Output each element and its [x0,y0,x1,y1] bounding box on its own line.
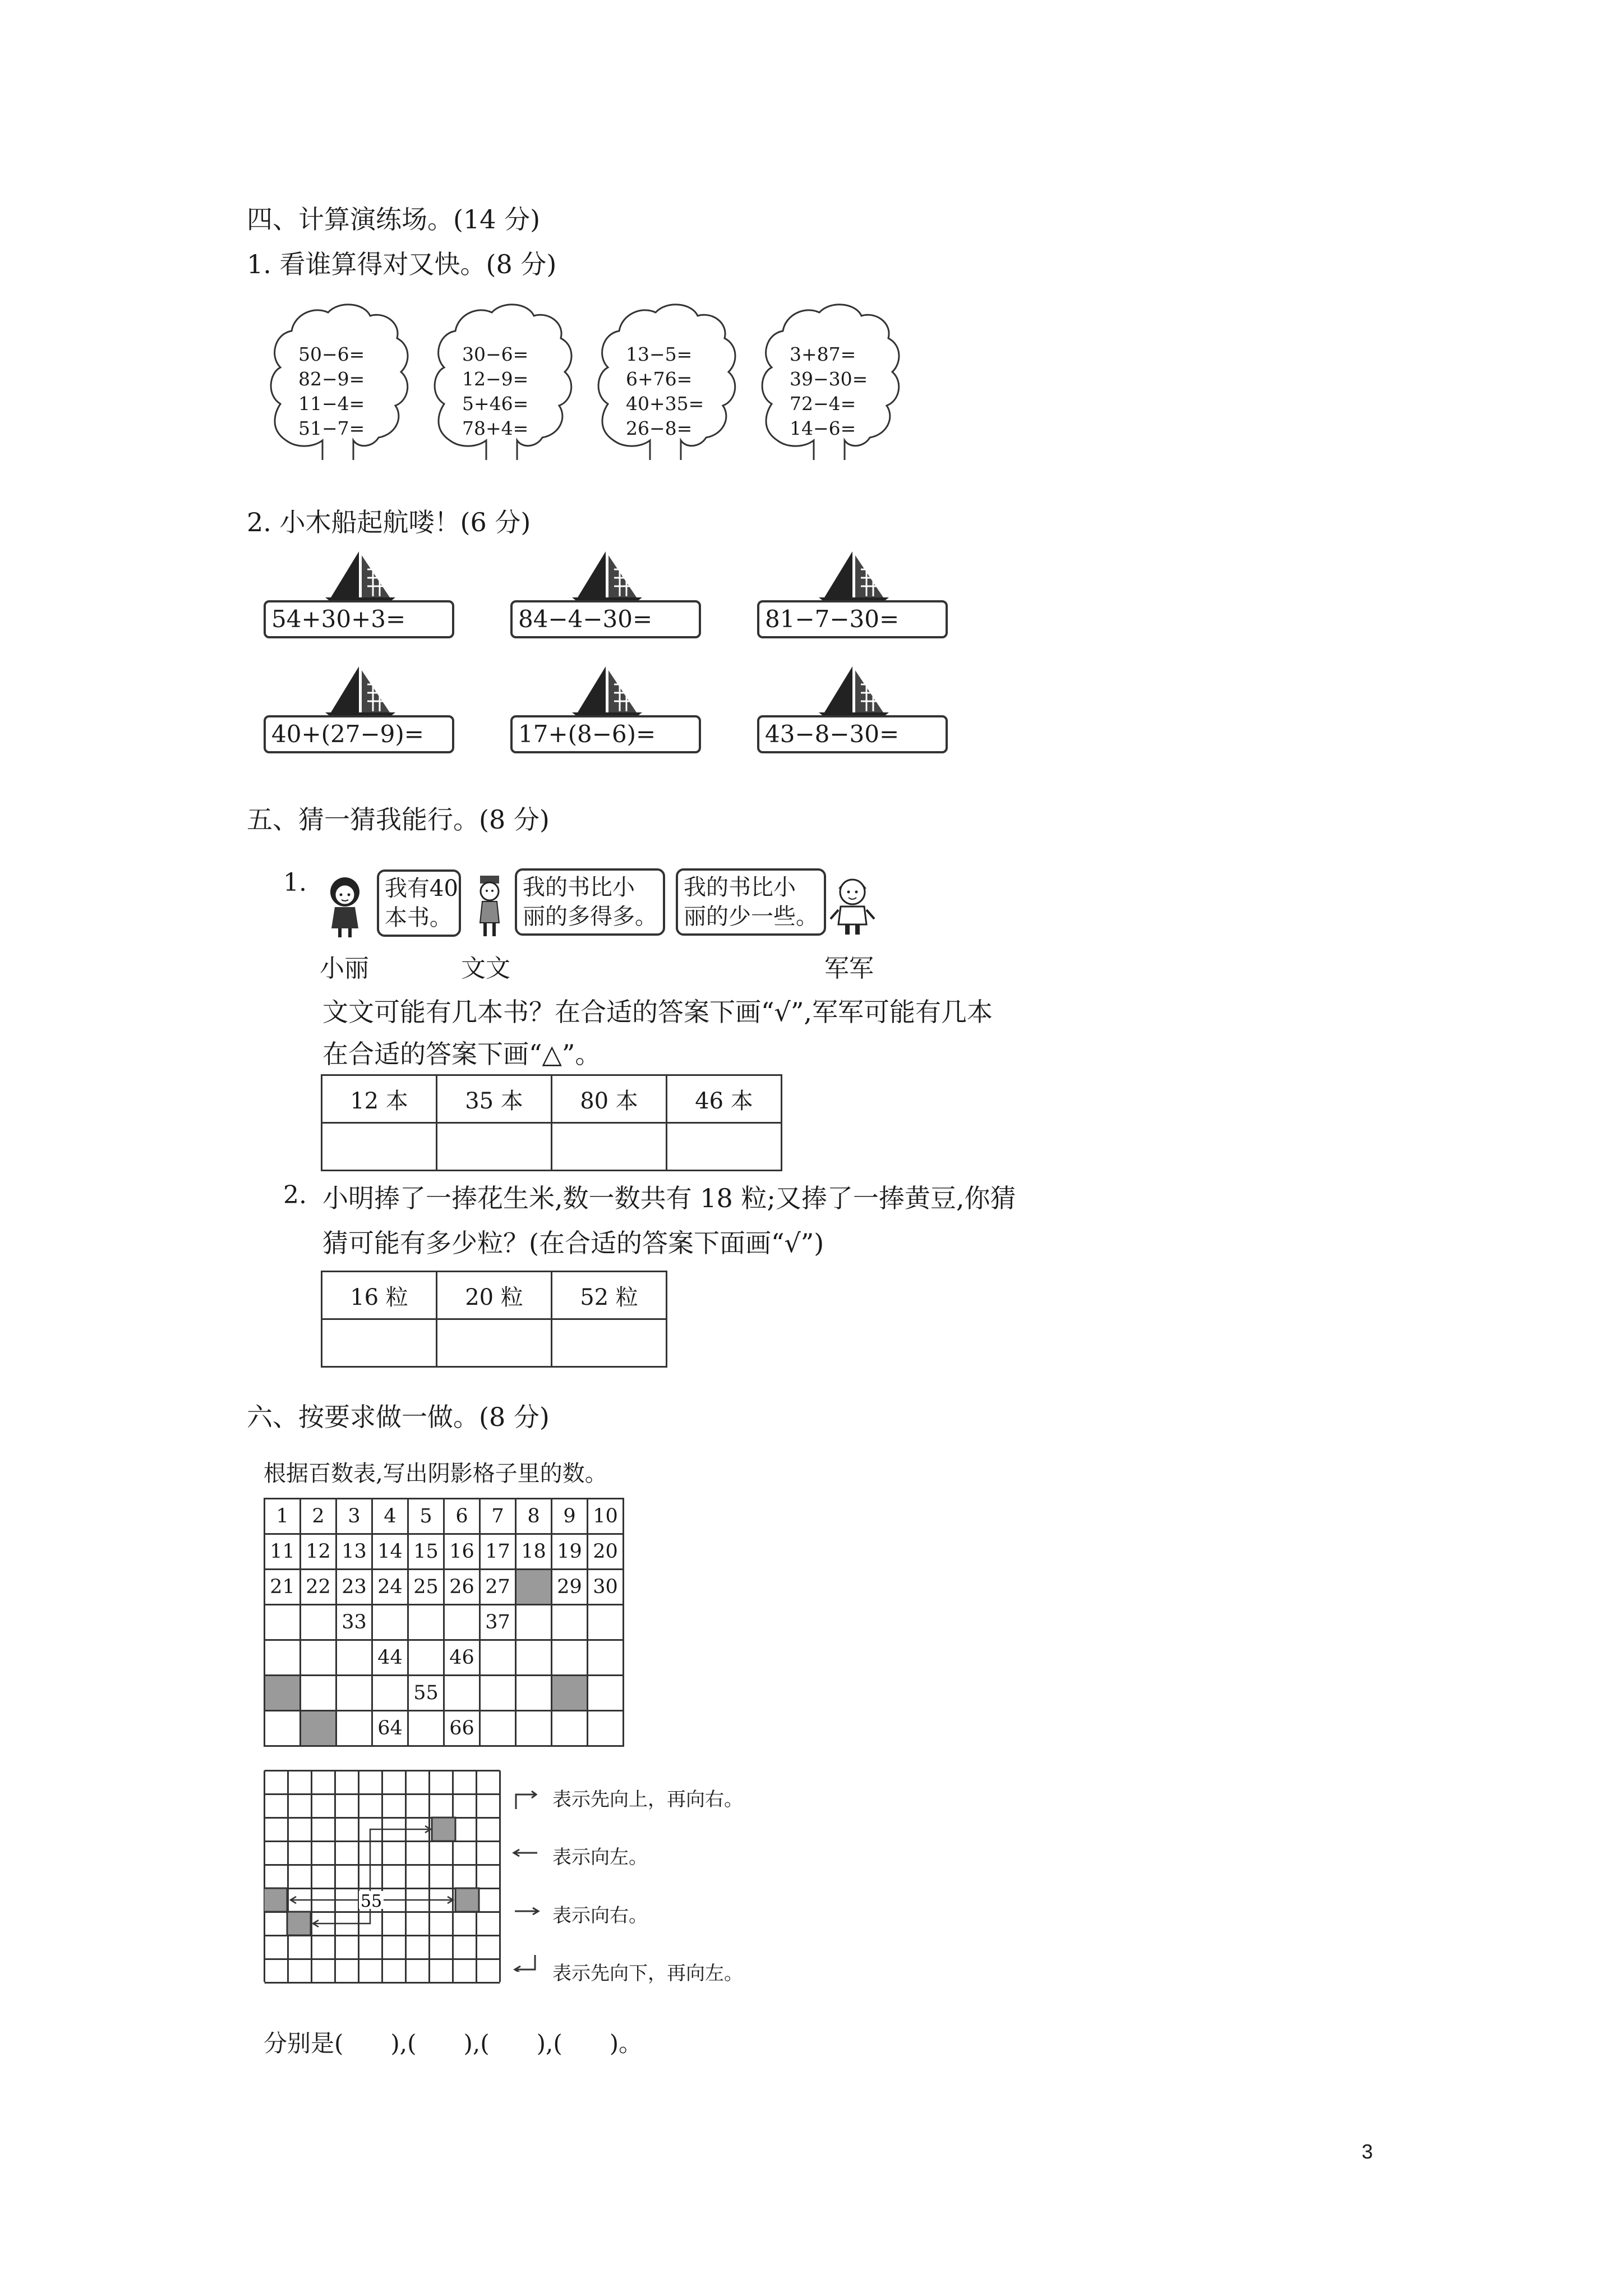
hundred-table-cell: 44 [372,1640,408,1676]
shaded-cell-left [264,1888,287,1912]
speech-bubble-xiaoli [377,869,461,937]
tree-equation: 72−4= [790,393,856,415]
hundred-table-cell [588,1676,624,1711]
name-xiaoli: 小丽 [320,954,369,983]
q2-text-line1: 小明捧了一捧花生米,数一数共有 18 粒;又捧了一捧黄豆,你猜 [322,1183,1016,1213]
hundred-table-cell: 5 [408,1499,444,1534]
hundred-table-cell: 27 [480,1570,516,1605]
hundred-table-cell [301,1676,336,1711]
q1-option: 35 本 [437,1075,552,1123]
hundred-table-cell [516,1711,552,1746]
speech-bubble-wenwen [515,868,665,936]
boat-equation-box[interactable]: 17+(8−6)= [510,715,701,753]
hundred-table-cell [336,1711,372,1746]
q1-answer-cell[interactable] [322,1123,437,1171]
hundred-table-cell [372,1676,408,1711]
speech-xiaoli-line1: 我有40 [385,876,458,901]
tree-equation: 26−8= [626,417,693,439]
boat-equation-box[interactable]: 84−4−30= [510,600,701,638]
sailboat-icon [264,547,460,609]
hundred-table-cell [408,1605,444,1640]
hundred-table-cell [301,1605,336,1640]
q2-option: 52 粒 [552,1272,667,1319]
q1-text-line2: 在合适的答案下画“△”。 [322,1039,601,1069]
tree-equation: 11−4= [298,393,365,415]
hundred-table-cell [588,1640,624,1676]
hundred-table-cell: 2 [301,1499,336,1534]
hundred-table-cell [516,1640,552,1676]
tree-equation: 14−6= [790,417,856,439]
shaded-cell-down-left [287,1912,311,1935]
tree-equation: 13−5= [626,343,693,365]
speech-bubble-junjun [676,868,826,936]
hundred-table-cell: 29 [552,1570,588,1605]
hundred-table-cell: 8 [516,1499,552,1534]
boat-equation-box[interactable]: 54+30+3= [264,600,454,638]
hundred-table-cell: 3 [336,1499,372,1534]
speech-wenwen-line2: 丽的多得多。 [523,904,657,930]
hundred-table-cell [552,1676,588,1711]
boat-equation-box[interactable]: 40+(27−9)= [264,715,454,753]
sailboat-icon [757,547,953,609]
hundred-table-cell: 11 [265,1534,301,1570]
hundred-table-cell [301,1640,336,1676]
hundred-table-cell: 19 [552,1534,588,1570]
hundred-table-cell: 33 [336,1605,372,1640]
q1-title: 1. 看谁算得对又快。(8 分) [247,249,557,279]
boat-problem [510,547,707,654]
legend-down-left: 表示先向下，再向左。 [552,1962,743,1985]
tree-equation: 51−7= [298,417,365,439]
boy-junjun-illustration [827,869,878,937]
sailboat-icon [264,662,460,724]
hundred-table-cell: 14 [372,1534,408,1570]
hundred-table-cell [588,1605,624,1640]
hundred-table-cell [480,1676,516,1711]
hundred-table-cell [336,1676,372,1711]
tree-problem-group [755,300,912,463]
hundred-table-cell: 25 [408,1570,444,1605]
tree-equation: 50−6= [298,343,365,365]
hundred-table-cell: 18 [516,1534,552,1570]
hundred-table-cell: 10 [588,1499,624,1534]
hundred-table-cell [480,1640,516,1676]
hundred-table-cell: 64 [372,1711,408,1746]
boy-wenwen-illustration [470,872,509,940]
tree-problem-group [427,300,584,463]
boat-problem [757,662,953,769]
hundred-table-cell: 37 [480,1605,516,1640]
legend-left: 表示向左。 [552,1846,648,1869]
hundred-table-cell [408,1711,444,1746]
q2-answer-cell[interactable] [322,1319,437,1367]
hundred-table-cell [265,1640,301,1676]
hundred-table-cell [444,1605,480,1640]
name-junjun: 军军 [824,954,874,983]
tree-problem-group [264,300,421,463]
hundred-table-cell: 30 [588,1570,624,1605]
sailboat-icon [510,662,707,724]
tree-equation: 6+76= [626,368,693,390]
hundred-table-cell: 15 [408,1534,444,1570]
shaded-cell-right [455,1888,479,1912]
hundred-table-cell: 20 [588,1534,624,1570]
q1-answer-cell[interactable] [667,1123,782,1171]
hundred-table-cell: 9 [552,1499,588,1534]
section4-title: 四、计算演练场。(14 分) [247,204,541,234]
hundred-table-cell: 13 [336,1534,372,1570]
boat-problem [264,662,460,769]
hundred-table-cell: 66 [444,1711,480,1746]
legend-right: 表示向右。 [552,1904,648,1927]
hundred-table-cell [516,1676,552,1711]
hundred-table-cell: 26 [444,1570,480,1605]
q2-text-line2: 猜可能有多少粒？(在合适的答案下面画“√”) [322,1228,824,1258]
hundred-table-cell [301,1711,336,1746]
hundred-table-cell: 21 [265,1570,301,1605]
speech-junjun-line2: 丽的少一些。 [684,904,818,930]
hundred-table-cell [265,1605,301,1640]
legend-arrow-icons [510,1787,544,1972]
q2-answer-cell[interactable] [552,1319,667,1367]
boat-problem [757,547,953,654]
hundred-table-cell [552,1711,588,1746]
q2-option: 20 粒 [437,1272,552,1319]
hundred-table-cell: 4 [372,1499,408,1534]
hundred-table-cell [516,1570,552,1605]
hundred-table-cell [444,1676,480,1711]
hundred-table-cell: 6 [444,1499,480,1534]
hundred-table-cell [588,1711,624,1746]
q2-answer-table [321,1271,667,1368]
hundred-table-cell: 46 [444,1640,480,1676]
speech-xiaoli-line2: 本书。 [385,905,452,931]
tree-equation: 30−6= [462,343,529,365]
hundred-table-cell [552,1640,588,1676]
tree-equation: 40+35= [626,393,704,415]
page-number: 3 [1362,2140,1373,2163]
hundred-table-cell: 23 [336,1570,372,1605]
speech-wenwen-line1: 我的书比小 [523,875,635,900]
hundred-table-cell: 16 [444,1534,480,1570]
boat-equation-box[interactable]: 43−8−30= [757,715,948,753]
q1-option: 12 本 [322,1075,437,1123]
hundred-table-cell: 1 [265,1499,301,1534]
hundred-table-cell: 7 [480,1499,516,1534]
hundred-table-cell [372,1605,408,1640]
boat-problem [510,662,707,769]
direction-grid [264,1770,505,2005]
legend-up-right: 表示先向上，再向右。 [552,1788,743,1811]
tree-equation: 39−30= [790,368,868,390]
hundred-table-cell [265,1711,301,1746]
boat-problem [264,547,460,654]
sailboat-icon [757,662,953,724]
tree-problem-group [591,300,748,463]
q1-answer-cell[interactable] [437,1123,552,1171]
answer-line: 分别是( ),( ),( ),( )。 [264,2030,643,2057]
hundred-table-cell [336,1640,372,1676]
tree-equation: 5+46= [462,393,529,415]
name-wenwen: 文文 [461,954,510,983]
shaded-cell-up-right [432,1818,455,1841]
speech-junjun-line1: 我的书比小 [684,875,796,900]
q1-option: 46 本 [667,1075,782,1123]
tree-equation: 3+87= [790,343,856,365]
hundred-table-cell [480,1711,516,1746]
hundred-table-cell [516,1605,552,1640]
hundred-table-cell [265,1676,301,1711]
hundred-table-cell: 12 [301,1534,336,1570]
hundred-table-cell: 24 [372,1570,408,1605]
q1-number: 1. [283,868,307,897]
tree-equation: 78+4= [462,417,529,439]
boat-equation-box[interactable]: 81−7−30= [757,600,948,638]
girl-xiaoli-illustration [322,872,367,940]
sailboat-icon [510,547,707,609]
hundred-table-cell: 55 [408,1676,444,1711]
hundred-table-cell [408,1640,444,1676]
tree-equation: 12−9= [462,368,529,390]
section5-title: 五、猜一猜我能行。(8 分) [247,804,550,835]
hundred-table-cell: 22 [301,1570,336,1605]
section6-instruction: 根据百数表,写出阴影格子里的数。 [264,1461,607,1487]
tree-equation: 82−9= [298,368,365,390]
q1-answer-table [321,1074,782,1171]
hundred-table [264,1498,624,1747]
q1-option: 80 本 [552,1075,667,1123]
q2-title: 2. 小木船起航喽！(6 分) [247,507,531,537]
section6-title: 六、按要求做一做。(8 分) [247,1402,550,1432]
q2-number: 2. [283,1181,307,1209]
q2-option: 16 粒 [322,1272,437,1319]
q1-answer-cell[interactable] [552,1123,667,1171]
hundred-table-cell: 17 [480,1534,516,1570]
hundred-table-cell [552,1605,588,1640]
grid-center-label: 55 [360,1892,382,1911]
q1-text-line1: 文文可能有几本书？在合适的答案下画“√”,军军可能有几本 [322,997,993,1027]
q2-answer-cell[interactable] [437,1319,552,1367]
